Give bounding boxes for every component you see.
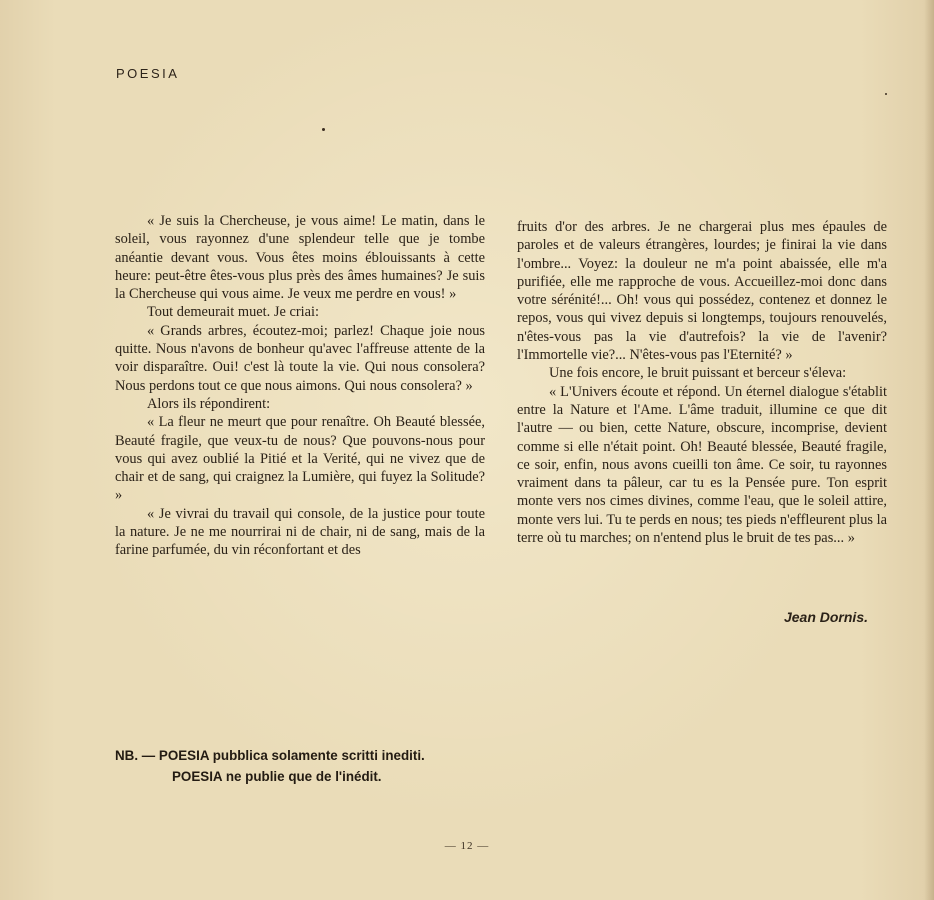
right-text-column [517, 218, 887, 547]
paragraph: « L'Univers écoute et répond. Un éternel dialogue s'établit entre la Nature et l'Ame. L'âme traduit, illumine ce que dit l'autre — ou bien, cette Nature, obscure, incomprise, devient comme si elle n'était point. Oh! Beauté blessée, Beauté fragile, ce soir, enfin, nous avons cueilli ton âme. Ce soir, tu rayonnes vraiment dans ta pâleur, car tu es la Pensée pure. Ton esprit monte vers nos cimes divines, comme l'eau, que le soleil attire, monte vers lui. Tu te perds en nous; tes pieds n'effleurent plus la terre où tu marches; on n'entend plus le bruit de tes pas... » [517, 383, 887, 547]
paragraph-continuation: fruits d'or des arbres. Je ne chargerai plus mes épaules de paroles et de valeurs étrangères, lourdes; je finirai la vie dans l'ombre... Voyez: la douleur ne m'a point abaissée, elle m'a purifiée, elle me rapproche de vous. Accueillez-moi donc dans votre sérénité!... Oh! vous qui possédez, contenez et donnez le repos, vous qui vivez depuis si longtemps, toujours renouvelés, n'êtes-vous pas la vie d'autrefois? la vie de l'avenir? l'Immortelle vie?... N'êtes-vous pas l'Eternité? » [517, 219, 887, 364]
paragraph: Tout demeurait muet. Je criai: [147, 304, 320, 321]
ink-speck [885, 93, 887, 95]
paragraph: « La fleur ne meurt que pour renaître. Oh Beauté blessée, Beauté fragile, que veux-tu de nous? Que pouvons-nous pour vous qui avez oublié la Pitié et la Verité, qui ne vivez que de chair et de sang, qui craignez la Lumière, qui fuyez la Solitude? » [115, 414, 485, 504]
page-number: — 12 — [444, 840, 490, 852]
left-text-column [115, 212, 485, 560]
author-signature: Jean Dornis. [783, 609, 868, 625]
running-title: POESIA [116, 66, 180, 81]
paragraph: « Grands arbres, écoutez-moi; parlez! Chaque joie nous quitte. Nous n'avons de bonheur qu'avec l'affreuse attente de la voir disparaître. Oui! c'est là toute la vie. Qui nous consolera? Nous perdons tout ce que nous aimons. Qui nous consolera? » [115, 322, 485, 394]
notice-line-french: POESIA ne publie que de l'inédit. [172, 769, 382, 784]
paragraph: Une fois encore, le bruit puissant et berceur s'éleva: [549, 365, 847, 382]
notice-line-italian: NB. — POESIA pubblica solamente scritti inediti. [115, 748, 425, 763]
paragraph: Alors ils répondirent: [147, 395, 271, 412]
paragraph: « Je vivrai du travail qui console, de la justice pour toute la nature. Je ne me nourrirai ni de chair, ni de sang, mais de la farine parfumée, du vin réconfortant et des [115, 505, 485, 559]
editorial-notice [115, 745, 425, 787]
ink-speck [322, 128, 325, 131]
page-edge-shadow [924, 0, 934, 900]
paragraph: « Je suis la Chercheuse, je vous aime! Le matin, dans le soleil, vous rayonnez d'une splendeur telle que je tombe anéantie devant vous. Vous êtes moins éblouissants à cette heure: peut-être êtes-vous plus près des âmes humaines? Je suis la Chercheuse qui vous aime. Je veux me perdre en vous! » [115, 213, 485, 303]
